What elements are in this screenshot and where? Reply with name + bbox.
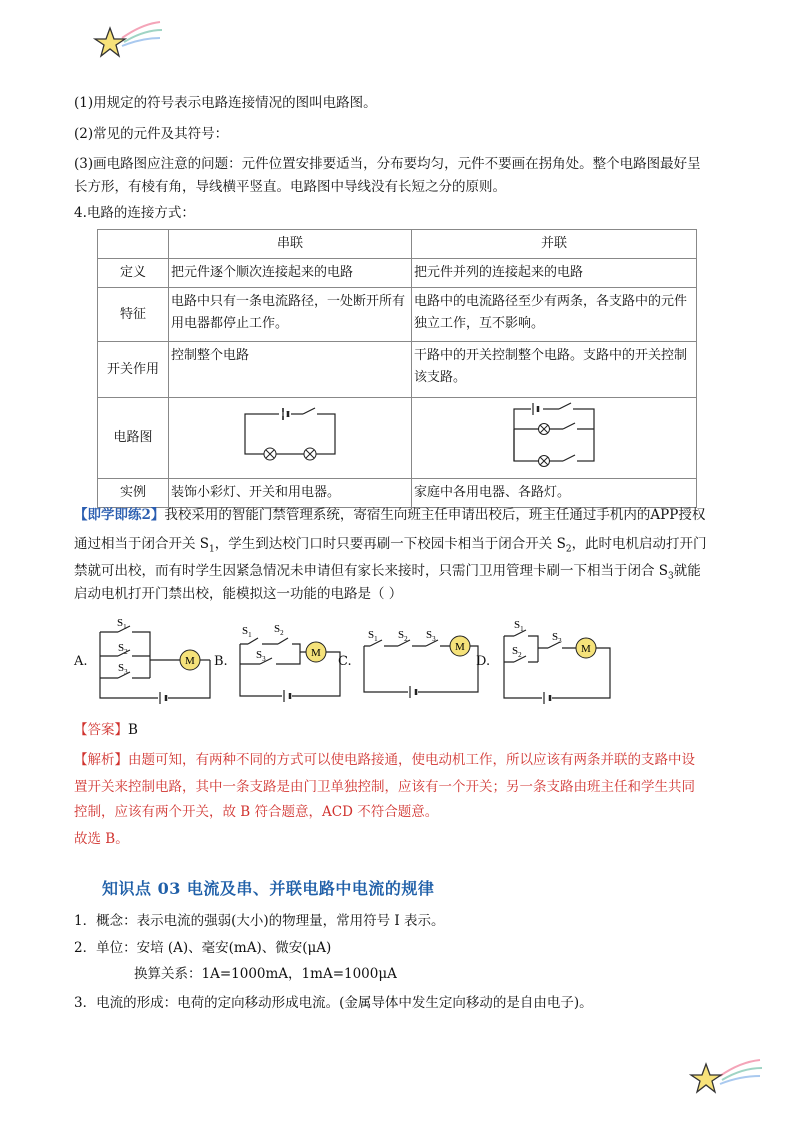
option-a-circuit[interactable] [90,612,216,712]
text-line-4: 4.电路的连接方式： [74,205,195,221]
cell-series: 电路中只有一条电流路径，一处断开所有用电器都停止工作。 [169,288,412,342]
cell-parallel: 把元件并列的连接起来的电路 [412,259,697,288]
option-c-label[interactable]: C. [338,654,352,669]
option-b-label[interactable]: B. [214,654,228,669]
exercise-line-1: 【即学即练2】我校采用的智能门禁管理系统，寄宿生向班主任申请出校后，班主任通过手机内的APP授权 [74,507,706,523]
cell-parallel: 电路中的电流路径至少有两条，各支路中的元件独立工作，互不影响。 [412,288,697,342]
text-line-1: (1)用规定的符号表示电路连接情况的图叫电路图。 [74,95,377,111]
answer-value: B [128,722,138,738]
switch-label: $S_2$ [118,642,128,656]
cell-series: 把元件逐个顺次连接起来的电路 [169,259,412,288]
row-label: 开关作用 [98,342,169,398]
analysis-line-2: 置开关来控制电路，其中一条支路是由门卫单独控制，应该有一个开关；另一条支路由班主任和学生共同 [74,779,695,795]
analysis-line-4: 故选 B。 [74,831,129,847]
svg-text:M: M [455,641,465,653]
switch-label: $S_3$ [552,631,562,645]
cell-series: 控制整个电路 [169,342,412,398]
analysis-tag: 【解析】 [74,752,128,768]
option-a-label[interactable]: A. [74,654,88,669]
option-c-circuit[interactable] [356,624,486,700]
text-line-3a: (3)画电路图应注意的问题：元件位置安排要适当，分布要均匀，元件不要画在拐角处。整个电路图最好呈 [74,156,701,172]
analysis-line-1: 【解析】由题可知，有两种不同的方式可以使电路接通，使电动机工作，所以应该有两条并联的支路中设 [74,752,695,768]
exercise-line-3: 禁就可出校，而有时学生因紧急情况未申请但有家长来接时，只需门卫用管理卡刷一下相当于闭合 $S_3$就能 [74,563,701,582]
connection-table [97,229,697,508]
header-series: 串联 [169,230,412,259]
knowledge-line-3: 3．电流的形成：电荷的定向移动形成电流。(金属导体中发生定向移动的是自由电子)。 [74,995,593,1011]
series-circuit-icon [235,404,345,464]
switch-label: $S_2$ [398,629,408,643]
answer-line [74,720,138,740]
svg-text:M: M [185,655,195,667]
exercise-line-2: 通过相当于闭合开关 $S_1$，学生到达校门口时只要再刷一下校园卡相当于闭合开关 $S_2$，此时电机启动打开门 [74,536,707,555]
switch-label: $S_1$ [368,629,378,643]
switch-label: $S_1$ [242,625,252,639]
knowledge-line-2: 2．单位：安培 (A)、毫安(mA)、微安(μA) [74,940,332,956]
cell-parallel: 家庭中各用电器、各路灯。 [412,479,697,508]
row-label: 实例 [98,479,169,508]
row-label: 电路图 [98,398,169,479]
header-parallel: 并联 [412,230,697,259]
switch-label: $S_3$ [256,649,266,663]
exercise-line-4: 启动电机打开门禁出校，能模拟这一功能的电路是（ ） [74,586,403,602]
svg-text:M: M [311,647,321,659]
switch-label: $S_3$ [426,629,436,643]
series-circuit-diagram [169,398,412,479]
switch-label: $S_1$ [514,619,524,633]
parallel-circuit-diagram [412,398,697,479]
exercise-tag: 【即学即练2】 [74,507,165,523]
switch-label: $S_2$ [274,623,284,637]
star-icon-top [92,16,164,62]
option-b-circuit[interactable] [230,618,346,704]
answer-tag: 【答案】 [74,722,128,738]
svg-text:M: M [581,643,591,655]
row-label: 特征 [98,288,169,342]
knowledge-line-1: 1．概念：表示电流的强弱(大小)的物理量，常用符号 I 表示。 [74,913,445,929]
cell-parallel: 干路中的开关控制整个电路。支路中的开关控制该支路。 [412,342,697,398]
row-label: 定义 [98,259,169,288]
option-d-label[interactable]: D. [476,654,491,669]
switch-label: $S_2$ [512,645,522,659]
section-heading: 知识点 03 电流及串、并联电路中电流的规律 [102,879,435,898]
text-line-2: (2)常见的元件及其符号： [74,126,229,142]
switch-label: $S_1$ [117,617,127,631]
analysis-line-3: 控制，应该有两个开关，故 B 符合题意，ACD 不符合题意。 [74,804,439,820]
text-line-3b: 长方形，有棱有角，导线横平竖直。电路图中导线没有长短之分的原则。 [74,179,506,195]
cell-series: 装饰小彩灯、开关和用电器。 [169,479,412,508]
knowledge-line-2b: 换算关系：1A=1000mA，1mA=1000μA [134,966,397,982]
parallel-circuit-icon [499,401,609,467]
star-icon-bottom [686,1052,766,1098]
switch-label: $S_3$ [118,662,128,676]
option-d-circuit[interactable] [494,614,620,710]
